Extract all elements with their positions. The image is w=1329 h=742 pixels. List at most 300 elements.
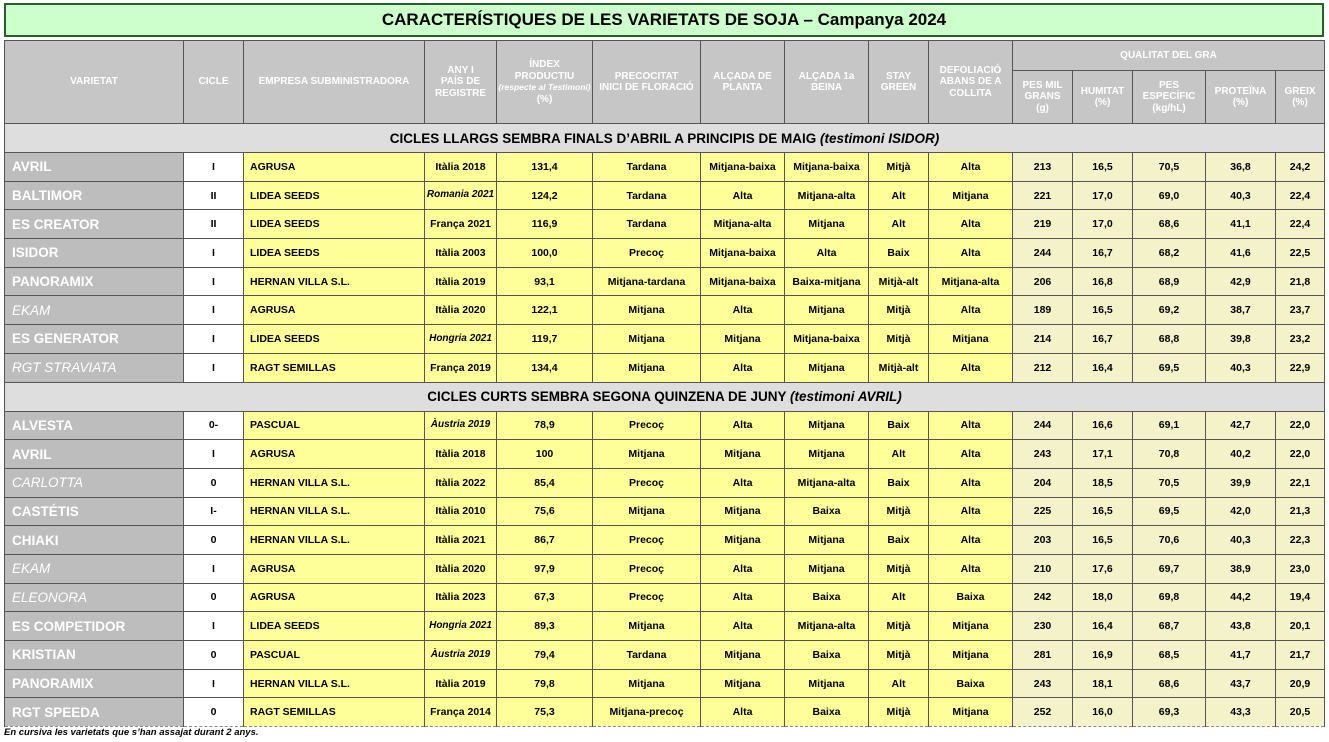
- cell-precocitat: Tardana: [593, 181, 701, 210]
- cell-precocitat: Mitjana: [593, 440, 701, 469]
- cell-cicle: 0: [184, 698, 244, 727]
- cell-humitat: 16,5: [1073, 153, 1133, 182]
- cell-precocitat: Precoç: [593, 583, 701, 612]
- cell-varietat: BALTIMOR: [5, 181, 184, 210]
- cell-pes-especific: 70,5: [1133, 153, 1206, 182]
- cell-varietat: ES CREATOR: [5, 210, 184, 239]
- cell-humitat: 16,8: [1073, 267, 1133, 296]
- table-row: [5, 583, 1325, 612]
- cell-varietat: KRISTIAN: [5, 641, 184, 670]
- cell-proteina: 42,0: [1206, 497, 1276, 526]
- cell-defoliacio: Mitjana: [929, 641, 1013, 670]
- cell-alcada-beina: Baixa: [785, 698, 869, 727]
- cell-pes-mil-grans: 206: [1013, 267, 1073, 296]
- cell-alcada-planta: Alta: [701, 554, 785, 583]
- table-row: [5, 440, 1325, 469]
- cell-index-productiu: 122,1: [497, 296, 593, 325]
- cell-alcada-planta: Mitjana-alta: [701, 210, 785, 239]
- cell-defoliacio: Alta: [929, 468, 1013, 497]
- cell-alcada-beina: Mitjana: [785, 526, 869, 555]
- cell-defoliacio: Mitjana: [929, 181, 1013, 210]
- cell-greix: 20,1: [1276, 612, 1325, 641]
- cell-alcada-planta: Alta: [701, 612, 785, 641]
- cell-empresa: AGRUSA: [244, 296, 425, 325]
- cell-greix: 23,0: [1276, 554, 1325, 583]
- header-stay-green: STAY GREEN: [869, 41, 929, 124]
- cell-alcada-planta: Alta: [701, 411, 785, 440]
- cell-humitat: 16,9: [1073, 641, 1133, 670]
- cell-index-productiu: 79,4: [497, 641, 593, 670]
- cell-stay-green: Baix: [869, 239, 929, 268]
- cell-precocitat: Precoç: [593, 554, 701, 583]
- cell-cicle: I: [184, 267, 244, 296]
- header-any-pais: ANY I PAÍS DE REGISTRE: [425, 41, 497, 124]
- cell-proteina: 40,3: [1206, 526, 1276, 555]
- cell-greix: 19,4: [1276, 583, 1325, 612]
- cell-pes-mil-grans: 244: [1013, 239, 1073, 268]
- cell-humitat: 16,4: [1073, 353, 1133, 382]
- cell-alcada-planta: Alta: [701, 181, 785, 210]
- cell-proteina: 43,7: [1206, 669, 1276, 698]
- cell-index-productiu: 131,4: [497, 153, 593, 182]
- cell-precocitat: Mitjana-precoç: [593, 698, 701, 727]
- cell-humitat: 17,1: [1073, 440, 1133, 469]
- cell-defoliacio: Alta: [929, 440, 1013, 469]
- cell-index-productiu: 75,6: [497, 497, 593, 526]
- cell-alcada-beina: Mitjana: [785, 210, 869, 239]
- cell-pes-especific: 69,7: [1133, 554, 1206, 583]
- cell-empresa: RAGT SEMILLAS: [244, 353, 425, 382]
- cell-defoliacio: Mitjana: [929, 698, 1013, 727]
- header-defoliacio: DEFOLIACIÓ ABANS DE A COLLITA: [929, 41, 1013, 124]
- cell-alcada-beina: Mitjana-baixa: [785, 153, 869, 182]
- cell-pes-mil-grans: 243: [1013, 669, 1073, 698]
- cell-greix: 22,9: [1276, 353, 1325, 382]
- header-alcada-planta: ALÇADA DE PLANTA: [701, 41, 785, 124]
- header-varietat: VARIETAT: [5, 41, 184, 124]
- cell-cicle: I: [184, 554, 244, 583]
- cell-alcada-beina: Mitjana: [785, 411, 869, 440]
- cell-pes-mil-grans: 219: [1013, 210, 1073, 239]
- cell-varietat: ES GENERATOR: [5, 325, 184, 354]
- cell-defoliacio: Alta: [929, 353, 1013, 382]
- cell-humitat: 18,0: [1073, 583, 1133, 612]
- cell-any-pais: Itàlia 2020: [425, 554, 497, 583]
- cell-greix: 23,2: [1276, 325, 1325, 354]
- cell-alcada-planta: Mitjana: [701, 641, 785, 670]
- section-title: [5, 382, 1325, 411]
- cell-proteina: 42,7: [1206, 411, 1276, 440]
- cell-stay-green: Mitjà: [869, 612, 929, 641]
- cell-cicle: I: [184, 296, 244, 325]
- cell-proteina: 40,3: [1206, 353, 1276, 382]
- cell-precocitat: Tardana: [593, 153, 701, 182]
- section-header: [5, 382, 1325, 411]
- cell-any-pais: França 2014: [425, 698, 497, 727]
- cell-alcada-beina: Baixa: [785, 497, 869, 526]
- cell-precocitat: Precoç: [593, 468, 701, 497]
- table-body: [5, 124, 1325, 727]
- cell-precocitat: Precoç: [593, 411, 701, 440]
- cell-pes-especific: 69,5: [1133, 353, 1206, 382]
- cell-empresa: HERNAN VILLA S.L.: [244, 669, 425, 698]
- cell-index-productiu: 100: [497, 440, 593, 469]
- cell-pes-mil-grans: 221: [1013, 181, 1073, 210]
- cell-humitat: 18,1: [1073, 669, 1133, 698]
- cell-alcada-planta: Mitjana: [701, 325, 785, 354]
- cell-stay-green: Alt: [869, 669, 929, 698]
- cell-alcada-beina: Mitjana-alta: [785, 468, 869, 497]
- cell-alcada-planta: Mitjana-baixa: [701, 239, 785, 268]
- cell-proteina: 38,7: [1206, 296, 1276, 325]
- cell-cicle: I: [184, 239, 244, 268]
- cell-stay-green: Mitjà: [869, 554, 929, 583]
- cell-varietat: RGT STRAVIATA: [5, 353, 184, 382]
- cell-pes-especific: 70,8: [1133, 440, 1206, 469]
- cell-alcada-planta: Mitjana: [701, 440, 785, 469]
- table-row: [5, 554, 1325, 583]
- cell-varietat: EKAM: [5, 296, 184, 325]
- cell-alcada-planta: Mitjana: [701, 669, 785, 698]
- header-greix: GREIX (%): [1276, 71, 1325, 124]
- cell-empresa: HERNAN VILLA S.L.: [244, 497, 425, 526]
- cell-humitat: 17,6: [1073, 554, 1133, 583]
- cell-pes-mil-grans: 214: [1013, 325, 1073, 354]
- cell-humitat: 16,5: [1073, 497, 1133, 526]
- header-pes-especific: PES ESPECÍFIC (kg/hL): [1133, 71, 1206, 124]
- page-title: CARACTERÍSTIQUES DE LES VARIETATS DE SOJA – Campanya 2024: [4, 3, 1324, 37]
- cell-empresa: RAGT SEMILLAS: [244, 698, 425, 727]
- cell-stay-green: Mitjà: [869, 296, 929, 325]
- cell-empresa: AGRUSA: [244, 583, 425, 612]
- cell-pes-especific: 68,7: [1133, 612, 1206, 641]
- cell-alcada-beina: Mitjana: [785, 669, 869, 698]
- cell-defoliacio: Alta: [929, 210, 1013, 239]
- cell-pes-mil-grans: 225: [1013, 497, 1073, 526]
- cell-pes-especific: 68,6: [1133, 669, 1206, 698]
- cell-proteina: 41,1: [1206, 210, 1276, 239]
- cell-any-pais: Itàlia 2018: [425, 440, 497, 469]
- cell-varietat: ALVESTA: [5, 411, 184, 440]
- cell-pes-especific: 69,1: [1133, 411, 1206, 440]
- header-pes-mil-grans: PES MIL GRANS (g): [1013, 71, 1073, 124]
- cell-stay-green: Alt: [869, 181, 929, 210]
- cell-humitat: 16,4: [1073, 612, 1133, 641]
- cell-varietat: CASTÉTIS: [5, 497, 184, 526]
- cell-precocitat: Tardana: [593, 210, 701, 239]
- cell-stay-green: Mitjà-alt: [869, 267, 929, 296]
- cell-index-productiu: 67,3: [497, 583, 593, 612]
- cell-any-pais: Itàlia 2018: [425, 153, 497, 182]
- cell-proteina: 43,3: [1206, 698, 1276, 727]
- cell-defoliacio: Alta: [929, 296, 1013, 325]
- table-row: [5, 153, 1325, 182]
- cell-alcada-planta: Mitjana-baixa: [701, 153, 785, 182]
- header-cicle: CICLE: [184, 41, 244, 124]
- cell-alcada-beina: Mitjana: [785, 296, 869, 325]
- cell-stay-green: Baix: [869, 411, 929, 440]
- cell-alcada-planta: Mitjana: [701, 526, 785, 555]
- cell-alcada-beina: Mitjana-alta: [785, 612, 869, 641]
- cell-defoliacio: Mitjana-alta: [929, 267, 1013, 296]
- cell-cicle: I: [184, 440, 244, 469]
- cell-alcada-beina: Mitjana: [785, 353, 869, 382]
- table-row: [5, 612, 1325, 641]
- cell-any-pais: Itàlia 2020: [425, 296, 497, 325]
- cell-index-productiu: 97,9: [497, 554, 593, 583]
- cell-humitat: 16,5: [1073, 526, 1133, 555]
- cell-precocitat: Precoç: [593, 526, 701, 555]
- cell-proteina: 41,7: [1206, 641, 1276, 670]
- header-proteina: PROTEÏNA (%): [1206, 71, 1276, 124]
- cell-index-productiu: 86,7: [497, 526, 593, 555]
- cell-precocitat: Mitjana: [593, 353, 701, 382]
- cell-alcada-beina: Mitjana: [785, 440, 869, 469]
- cell-cicle: II: [184, 210, 244, 239]
- cell-any-pais: Àustria 2019: [425, 411, 497, 440]
- cell-alcada-beina: Mitjana: [785, 554, 869, 583]
- cell-empresa: PASCUAL: [244, 641, 425, 670]
- cell-any-pais: França 2021: [425, 210, 497, 239]
- cell-any-pais: Hongria 2021: [425, 325, 497, 354]
- cell-precocitat: Mitjana: [593, 296, 701, 325]
- cell-precocitat: Mitjana: [593, 325, 701, 354]
- table-row: [5, 239, 1325, 268]
- cell-stay-green: Alt: [869, 583, 929, 612]
- section-title-main: CICLES LLARGS SEMBRA FINALS D’ABRIL A PRINCIPIS DE MAIG: [389, 130, 821, 146]
- cell-index-productiu: 93,1: [497, 267, 593, 296]
- cell-proteina: 39,9: [1206, 468, 1276, 497]
- cell-alcada-planta: Alta: [701, 296, 785, 325]
- cell-stay-green: Mitjà: [869, 153, 929, 182]
- cell-pes-mil-grans: 252: [1013, 698, 1073, 727]
- table-row: [5, 210, 1325, 239]
- cell-alcada-planta: Alta: [701, 583, 785, 612]
- cell-index-productiu: 124,2: [497, 181, 593, 210]
- cell-any-pais: Itàlia 2003: [425, 239, 497, 268]
- header-precocitat: PRECOCITAT INICI DE FLORACIÓ: [593, 41, 701, 124]
- cell-pes-especific: 68,9: [1133, 267, 1206, 296]
- cell-stay-green: Mitjà: [869, 641, 929, 670]
- cell-empresa: HERNAN VILLA S.L.: [244, 267, 425, 296]
- cell-pes-mil-grans: 213: [1013, 153, 1073, 182]
- cell-index-productiu: 134,4: [497, 353, 593, 382]
- cell-humitat: 16,7: [1073, 239, 1133, 268]
- table-row: [5, 526, 1325, 555]
- cell-any-pais: Romania 2021: [425, 181, 497, 210]
- header-humitat: HUMITAT (%): [1073, 71, 1133, 124]
- cell-varietat: ISIDOR: [5, 239, 184, 268]
- cell-index-productiu: 116,9: [497, 210, 593, 239]
- table-row: [5, 698, 1325, 727]
- cell-alcada-planta: Alta: [701, 698, 785, 727]
- cell-alcada-planta: Mitjana-baixa: [701, 267, 785, 296]
- cell-index-productiu: 119,7: [497, 325, 593, 354]
- cell-stay-green: Alt: [869, 440, 929, 469]
- cell-pes-especific: 70,5: [1133, 468, 1206, 497]
- cell-pes-mil-grans: 203: [1013, 526, 1073, 555]
- cell-empresa: AGRUSA: [244, 440, 425, 469]
- cell-pes-mil-grans: 244: [1013, 411, 1073, 440]
- cell-pes-mil-grans: 204: [1013, 468, 1073, 497]
- cell-humitat: 18,5: [1073, 468, 1133, 497]
- cell-defoliacio: Mitjana: [929, 612, 1013, 641]
- table-row: [5, 181, 1325, 210]
- cell-defoliacio: Alta: [929, 497, 1013, 526]
- cell-proteina: 41,6: [1206, 239, 1276, 268]
- cell-varietat: CARLOTTA: [5, 468, 184, 497]
- header-alcada-beina: ALÇADA 1a BEINA: [785, 41, 869, 124]
- cell-cicle: I: [184, 612, 244, 641]
- table-row: [5, 325, 1325, 354]
- cell-defoliacio: Baixa: [929, 669, 1013, 698]
- footnote: En cursiva les varietats que s’han assajat durant 2 anys.: [4, 727, 259, 738]
- cell-defoliacio: Alta: [929, 239, 1013, 268]
- cell-pes-especific: 69,3: [1133, 698, 1206, 727]
- cell-index-productiu: 75,3: [497, 698, 593, 727]
- header-index-productiu: ÍNDEX PRODUCTIU (respecte al Testimoni) (%): [497, 41, 593, 124]
- cell-stay-green: Alt: [869, 210, 929, 239]
- cell-proteina: 44,2: [1206, 583, 1276, 612]
- cell-humitat: 16,5: [1073, 296, 1133, 325]
- cell-proteina: 39,8: [1206, 325, 1276, 354]
- cell-greix: 23,7: [1276, 296, 1325, 325]
- cell-empresa: LIDEA SEEDS: [244, 612, 425, 641]
- cell-proteina: 36,8: [1206, 153, 1276, 182]
- cell-defoliacio: Alta: [929, 411, 1013, 440]
- header-qualitat-gra: QUALITAT DEL GRA: [1013, 41, 1325, 71]
- cell-alcada-beina: Baixa: [785, 641, 869, 670]
- table-row: [5, 468, 1325, 497]
- cell-precocitat: Mitjana: [593, 612, 701, 641]
- cell-defoliacio: Alta: [929, 153, 1013, 182]
- cell-humitat: 17,0: [1073, 181, 1133, 210]
- cell-stay-green: Mitjà: [869, 698, 929, 727]
- cell-humitat: 17,0: [1073, 210, 1133, 239]
- cell-pes-especific: 68,2: [1133, 239, 1206, 268]
- cell-greix: 21,8: [1276, 267, 1325, 296]
- cell-empresa: LIDEA SEEDS: [244, 239, 425, 268]
- cell-greix: 22,1: [1276, 468, 1325, 497]
- cell-varietat: PANORAMIX: [5, 669, 184, 698]
- cell-any-pais: Hongria 2021: [425, 612, 497, 641]
- header-empresa: EMPRESA SUBMINISTRADORA: [244, 41, 425, 124]
- cell-varietat: RGT SPEEDA: [5, 698, 184, 727]
- cell-empresa: HERNAN VILLA S.L.: [244, 526, 425, 555]
- cell-precocitat: Precoç: [593, 239, 701, 268]
- cell-precocitat: Mitjana: [593, 669, 701, 698]
- cell-varietat: ES COMPETIDOR: [5, 612, 184, 641]
- cell-empresa: AGRUSA: [244, 554, 425, 583]
- cell-alcada-beina: Mitjana-baixa: [785, 325, 869, 354]
- cell-index-productiu: 100,0: [497, 239, 593, 268]
- section-title: [5, 124, 1325, 153]
- cell-alcada-planta: Alta: [701, 468, 785, 497]
- cell-varietat: AVRIL: [5, 153, 184, 182]
- cell-precocitat: Tardana: [593, 641, 701, 670]
- cell-defoliacio: Alta: [929, 526, 1013, 555]
- cell-pes-mil-grans: 210: [1013, 554, 1073, 583]
- cell-defoliacio: Baixa: [929, 583, 1013, 612]
- cell-defoliacio: Mitjana: [929, 325, 1013, 354]
- cell-cicle: I: [184, 353, 244, 382]
- cell-index-productiu: 89,3: [497, 612, 593, 641]
- cell-empresa: PASCUAL: [244, 411, 425, 440]
- table-row: [5, 267, 1325, 296]
- cell-greix: 22,4: [1276, 181, 1325, 210]
- cell-any-pais: Itàlia 2019: [425, 669, 497, 698]
- cell-cicle: I: [184, 153, 244, 182]
- cell-cicle: 0: [184, 468, 244, 497]
- table-row: [5, 353, 1325, 382]
- table-row: [5, 669, 1325, 698]
- cell-stay-green: Baix: [869, 468, 929, 497]
- section-title-reference: (testimoni ISIDOR): [820, 130, 940, 146]
- cell-any-pais: Itàlia 2010: [425, 497, 497, 526]
- cell-proteina: 43,8: [1206, 612, 1276, 641]
- cell-any-pais: Itàlia 2019: [425, 267, 497, 296]
- cell-pes-especific: 68,8: [1133, 325, 1206, 354]
- cell-greix: 20,5: [1276, 698, 1325, 727]
- cell-cicle: 0: [184, 526, 244, 555]
- cell-cicle: 0: [184, 641, 244, 670]
- cell-any-pais: Àustria 2019: [425, 641, 497, 670]
- cell-varietat: CHIAKI: [5, 526, 184, 555]
- cell-any-pais: Itàlia 2023: [425, 583, 497, 612]
- cell-greix: 20,9: [1276, 669, 1325, 698]
- cell-any-pais: Itàlia 2021: [425, 526, 497, 555]
- table-row: [5, 296, 1325, 325]
- cell-pes-especific: 69,8: [1133, 583, 1206, 612]
- cell-cicle: I: [184, 325, 244, 354]
- cell-pes-especific: 69,2: [1133, 296, 1206, 325]
- cell-alcada-planta: Mitjana: [701, 497, 785, 526]
- cell-humitat: 16,7: [1073, 325, 1133, 354]
- cell-greix: 22,0: [1276, 440, 1325, 469]
- section-header: [5, 124, 1325, 153]
- cell-any-pais: Itàlia 2022: [425, 468, 497, 497]
- cell-pes-especific: 69,0: [1133, 181, 1206, 210]
- cell-any-pais: França 2019: [425, 353, 497, 382]
- cell-pes-especific: 68,5: [1133, 641, 1206, 670]
- cell-varietat: AVRIL: [5, 440, 184, 469]
- cell-varietat: EKAM: [5, 554, 184, 583]
- cell-alcada-beina: Alta: [785, 239, 869, 268]
- cell-stay-green: Mitjà: [869, 497, 929, 526]
- cell-proteina: 42,9: [1206, 267, 1276, 296]
- cell-stay-green: Mitjà-alt: [869, 353, 929, 382]
- table-row: [5, 641, 1325, 670]
- cell-alcada-planta: Alta: [701, 353, 785, 382]
- cell-index-productiu: 79,8: [497, 669, 593, 698]
- cell-precocitat: Mitjana-tardana: [593, 267, 701, 296]
- cell-empresa: LIDEA SEEDS: [244, 181, 425, 210]
- cell-greix: 22,4: [1276, 210, 1325, 239]
- cell-cicle: I: [184, 669, 244, 698]
- cell-pes-mil-grans: 243: [1013, 440, 1073, 469]
- cell-cicle: 0-: [184, 411, 244, 440]
- cell-varietat: PANORAMIX: [5, 267, 184, 296]
- cell-precocitat: Mitjana: [593, 497, 701, 526]
- cell-stay-green: Mitjà: [869, 325, 929, 354]
- cell-defoliacio: Alta: [929, 554, 1013, 583]
- cell-cicle: 0: [184, 583, 244, 612]
- cell-alcada-beina: Baixa-mitjana: [785, 267, 869, 296]
- cell-greix: 22,5: [1276, 239, 1325, 268]
- cell-proteina: 38,9: [1206, 554, 1276, 583]
- table-row: [5, 411, 1325, 440]
- cell-index-productiu: 85,4: [497, 468, 593, 497]
